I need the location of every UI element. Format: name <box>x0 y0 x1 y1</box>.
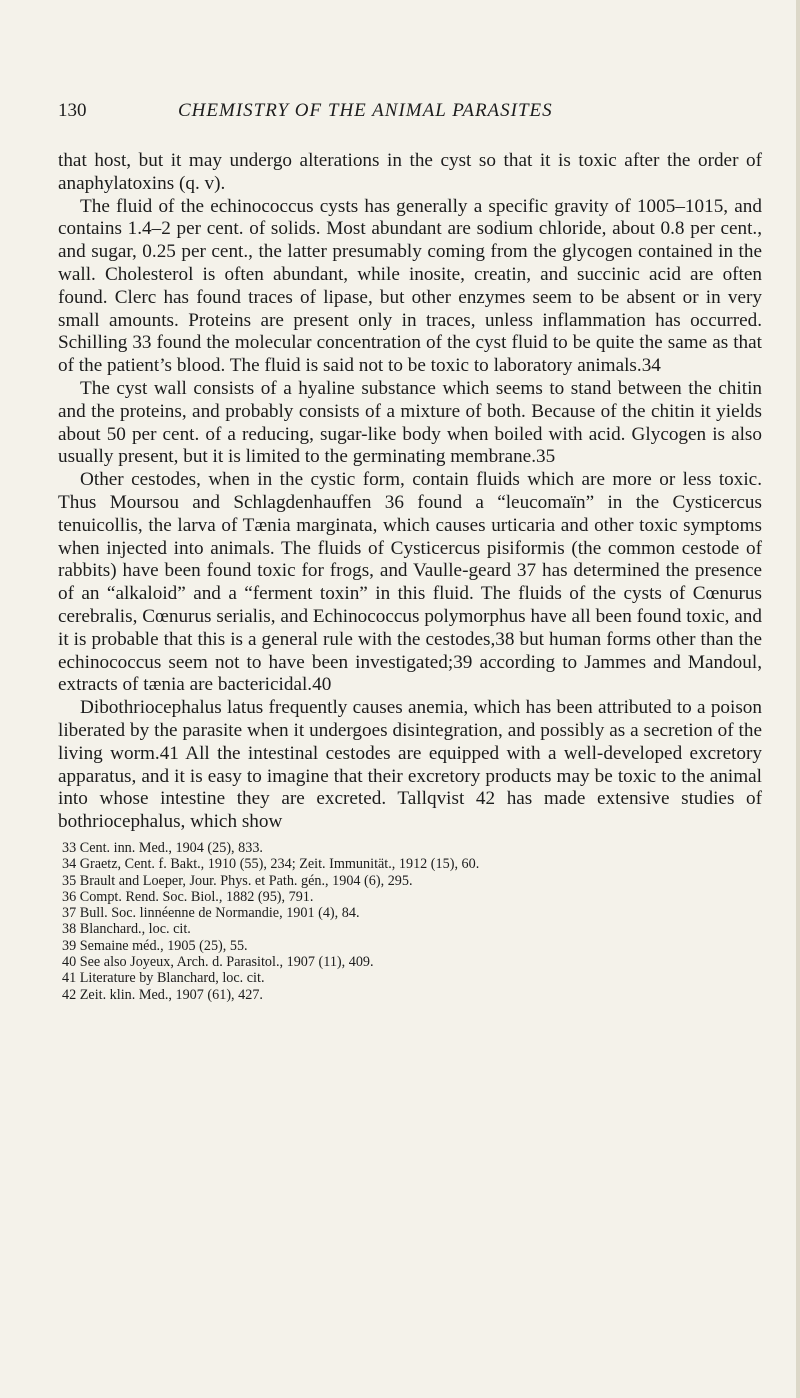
paragraph: Other cestodes, when in the cystic form, contain fluids which are more or less toxic. Thus Moursou and Schlagdenhauffen 36 found a “leucomaïn” in the Cysticercus tenuicollis, the larva of Tænia marginata, which causes urticaria and other toxic symptoms when injected into animals. The fluids of Cysticercus pisiformis (the common cestode of rabbits) have been found toxic for frogs, and Vaulle-geard 37 has determined the presence of an “alkaloid” and a “ferment toxin” in this fluid. The fluids of the cysts of Cœnurus cerebralis, Cœnurus serialis, and Echinococcus polymorphus have all been found toxic, and it is probable that this is a general rule with the cestodes,38 but human forms other than the echinococcus seem not to have been investigated;39 according to Jammes and Mandoul, extracts of tænia are bactericidal.40 <box>58 469 762 696</box>
body-text <box>58 150 762 834</box>
footnotes <box>58 840 762 1003</box>
footnote: 37 Bull. Soc. linnéenne de Normandie, 1901 (4), 84. <box>62 905 360 922</box>
footnote: 38 Blanchard., loc. cit. <box>62 921 191 938</box>
footnote: 36 Compt. Rend. Soc. Biol., 1882 (95), 791. <box>62 888 314 905</box>
paragraph: The fluid of the echinococcus cysts has generally a specific gravity of 1005–1015, and contains 1.4–2 per cent. of solids. Most abundant are sodium chloride, about 0.8 per cent., and sugar, 0.25 per cent., the latter presumably coming from the glycogen contained in the wall. Cholesterol is often abundant, while inosite, creatin, and succinic acid are often found. Clerc has found traces of lipase, but other enzymes seem to be absent or in very small amounts. Proteins are present only in traces, unless inflammation has occurred. Schilling 33 found the molecular concentration of the cyst fluid to be quite the same as that of the patient’s blood. The fluid is said not to be toxic to laboratory animals.34 <box>58 195 762 377</box>
page-edge-shadow <box>796 0 800 1398</box>
footnote: 33 Cent. inn. Med., 1904 (25), 833. <box>62 839 263 856</box>
paragraph: Dibothriocephalus latus frequently causes anemia, which has been attributed to a poison liberated by the parasite when it undergoes disintegration, and possibly as a secretion of the living worm.41 All the intestinal cestodes are equipped with a well-developed excretory apparatus, and it is easy to imagine that their excretory products may be toxic to the animal into whose intestine they are excreted. Tallqvist 42 has made extensive studies of bothriocephalus, which show <box>58 697 762 833</box>
footnote: 40 See also Joyeux, Arch. d. Parasitol., 1907 (11), 409. <box>62 953 374 970</box>
footnote: 41 Literature by Blanchard, loc. cit. <box>62 970 265 987</box>
footnote: 35 Brault and Loeper, Jour. Phys. et Path. gén., 1904 (6), 295. <box>62 872 413 889</box>
footnote: 34 Graetz, Cent. f. Bakt., 1910 (55), 234; Zeit. Immunität., 1912 (15), 60. <box>62 856 480 873</box>
page-number: 130 <box>58 100 87 121</box>
paragraph: The cyst wall consists of a hyaline substance which seems to stand between the chitin and the proteins, and probably consists of a mixture of both. Because of the chitin it yields about 50 per cent. of a reducing, sugar-like body when boiled with acid. Glycogen is also usually present, but it is limited to the germinating membrane.35 <box>58 377 762 468</box>
paragraph: that host, but it may undergo alterations in the cyst so that it is toxic after the order of anaphylatoxins (q. v). <box>58 150 762 194</box>
running-title: CHEMISTRY OF THE ANIMAL PARASITES <box>178 100 553 121</box>
running-header <box>58 100 762 122</box>
footnote: 39 Semaine méd., 1905 (25), 55. <box>62 937 248 954</box>
book-page <box>58 100 762 1003</box>
footnote: 42 Zeit. klin. Med., 1907 (61), 427. <box>62 986 263 1003</box>
